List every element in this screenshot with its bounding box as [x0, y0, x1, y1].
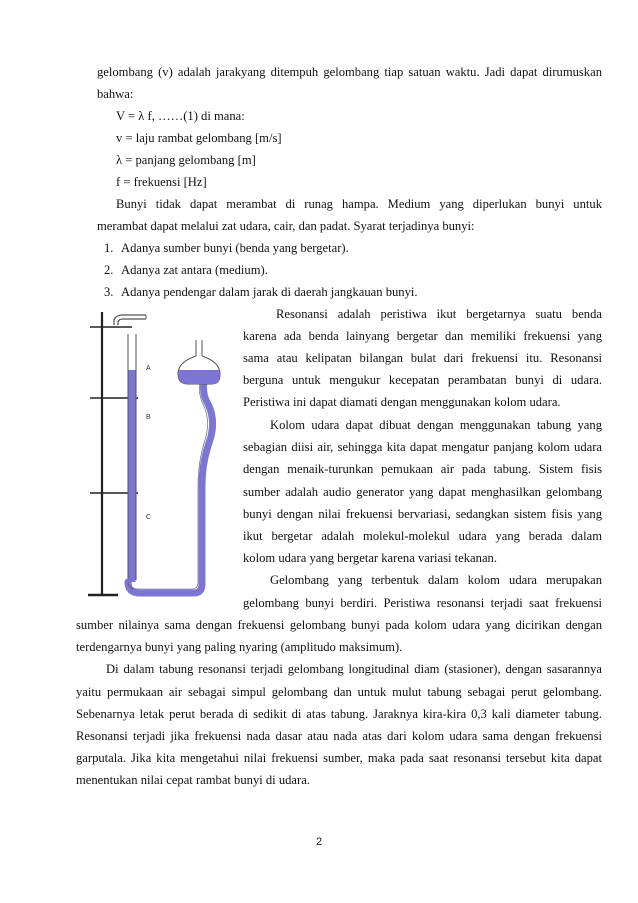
water-hose: [128, 382, 213, 593]
list-item-text: Adanya sumber bunyi (benda yang bergetar).: [121, 241, 349, 255]
paragraph-line: Resonansi adalah peristiwa ikut bergetarnya suatu benda: [276, 307, 602, 321]
paragraph-line: gelombang (v) adalah jarakyang ditempuh gelombang tiap satuan waktu. Jadi dapat dirumuskan: [97, 65, 602, 79]
paragraph-line: Bunyi tidak dapat merambat di runag hampa. Medium yang diperlukan bunyi untuk: [116, 197, 602, 211]
reservoir-water: [178, 370, 220, 384]
paragraph-line: merambat dapat melalui zat udara, cair, dan padat. Syarat terjadinya bunyi:: [97, 219, 475, 233]
list-item-number: 2.: [104, 263, 114, 277]
paragraph-line: Kolom udara dapat dibuat dengan menggunakan tabung yang: [270, 418, 602, 432]
paragraph-line: karena ada benda lainyang bergetar dan memiliki frekuensi yang: [243, 329, 602, 343]
paragraph-line: sama atau kelipatan bilangan bulat dari frekuensi itu. Resonansi: [243, 351, 602, 365]
formula-lambda-definition: λ = panjang gelombang [m]: [116, 153, 256, 167]
water-column: [129, 370, 136, 582]
paragraph-line: yaitu permukaan air sebagai simpul gelombang dan untuk mulut tabung sebagai perut gelombang.: [76, 685, 602, 699]
label-b: B: [146, 414, 151, 421]
page-number: 2: [315, 836, 323, 848]
paragraph-line: sumber adalah audio generator yang dapat menghasilkan gelombang: [243, 485, 602, 499]
paragraph-line: sumber nilainya sama dengan frekuensi gelombang bunyi pada kolom udara yang dicirikan dengan: [76, 618, 602, 632]
paragraph-line: berguna untuk mengukur kecepatan perambatan bunyi di udara.: [243, 373, 602, 387]
paragraph-line: kolom udara yang bergetar karena variasi tekanan.: [243, 551, 497, 565]
paragraph-line: garputala. Jika kita mengetahui nilai frekuensi sumber, maka pada saat resonansi tersebut kita dapat: [76, 751, 602, 765]
paragraph-line: gelombang bunyi berdiri. Peristiwa resonansi terjadi saat frekuensi: [243, 596, 602, 610]
paragraph-line: Sebenarnya letak perut berada di sedikit di atas tabung. Jaraknya kira-kira 0,3 kali diameter tabung.: [76, 707, 602, 721]
paragraph-line: bunyi dengan nilai frekuensi bervariasi, sedangkan sistem fisis yang: [243, 507, 602, 521]
formula-equation: V = λ f, ……(1) di mana:: [116, 109, 245, 123]
paragraph-line: ikut bergetar adalah molekul-molekul udara yang berada dalam: [243, 529, 602, 543]
label-a: A: [146, 365, 151, 372]
paragraph-line: dengan menaik-turunkan pemukaan air pada tabung. Sistem fisis: [243, 462, 602, 476]
formula-f-definition: f = frekuensi [Hz]: [116, 175, 207, 189]
label-c: C: [146, 514, 152, 521]
paragraph-line: Resonansi terjadi jika frekuensi nada dasar atau nada atas dari kolom udara sama dengan frekuensi: [76, 729, 602, 743]
list-item-number: 1.: [104, 241, 114, 255]
paragraph-line: Peristiwa ini dapat diamati dengan menggunakan kolom udara.: [243, 395, 561, 409]
paragraph-line: bahwa:: [97, 87, 134, 101]
paragraph-line: menentukan nilai cepat rambat bunyi di udara.: [76, 773, 310, 787]
list-item-text: Adanya zat antara (medium).: [121, 263, 268, 277]
paragraph-line: Gelombang yang terbentuk dalam kolom udara merupakan: [270, 573, 602, 587]
formula-v-definition: v = laju rambat gelombang [m/s]: [116, 131, 282, 145]
paragraph-line: terdengarnya bunyi yang paling nyaring (amplitudo maksimum).: [76, 640, 403, 654]
resonance-tube-figure: [88, 312, 238, 602]
list-item-number: 3.: [104, 285, 114, 299]
paragraph-line: Di dalam tabung resonansi terjadi gelombang longitudinal diam (stasioner), dengan sasarannya: [106, 662, 602, 676]
list-item-text: Adanya pendengar dalam jarak di daerah jangkauan bunyi.: [121, 285, 418, 299]
paragraph-line: sebagian diisi air, sehingga kita dapat mengatur panjang kolom udara: [243, 440, 602, 454]
